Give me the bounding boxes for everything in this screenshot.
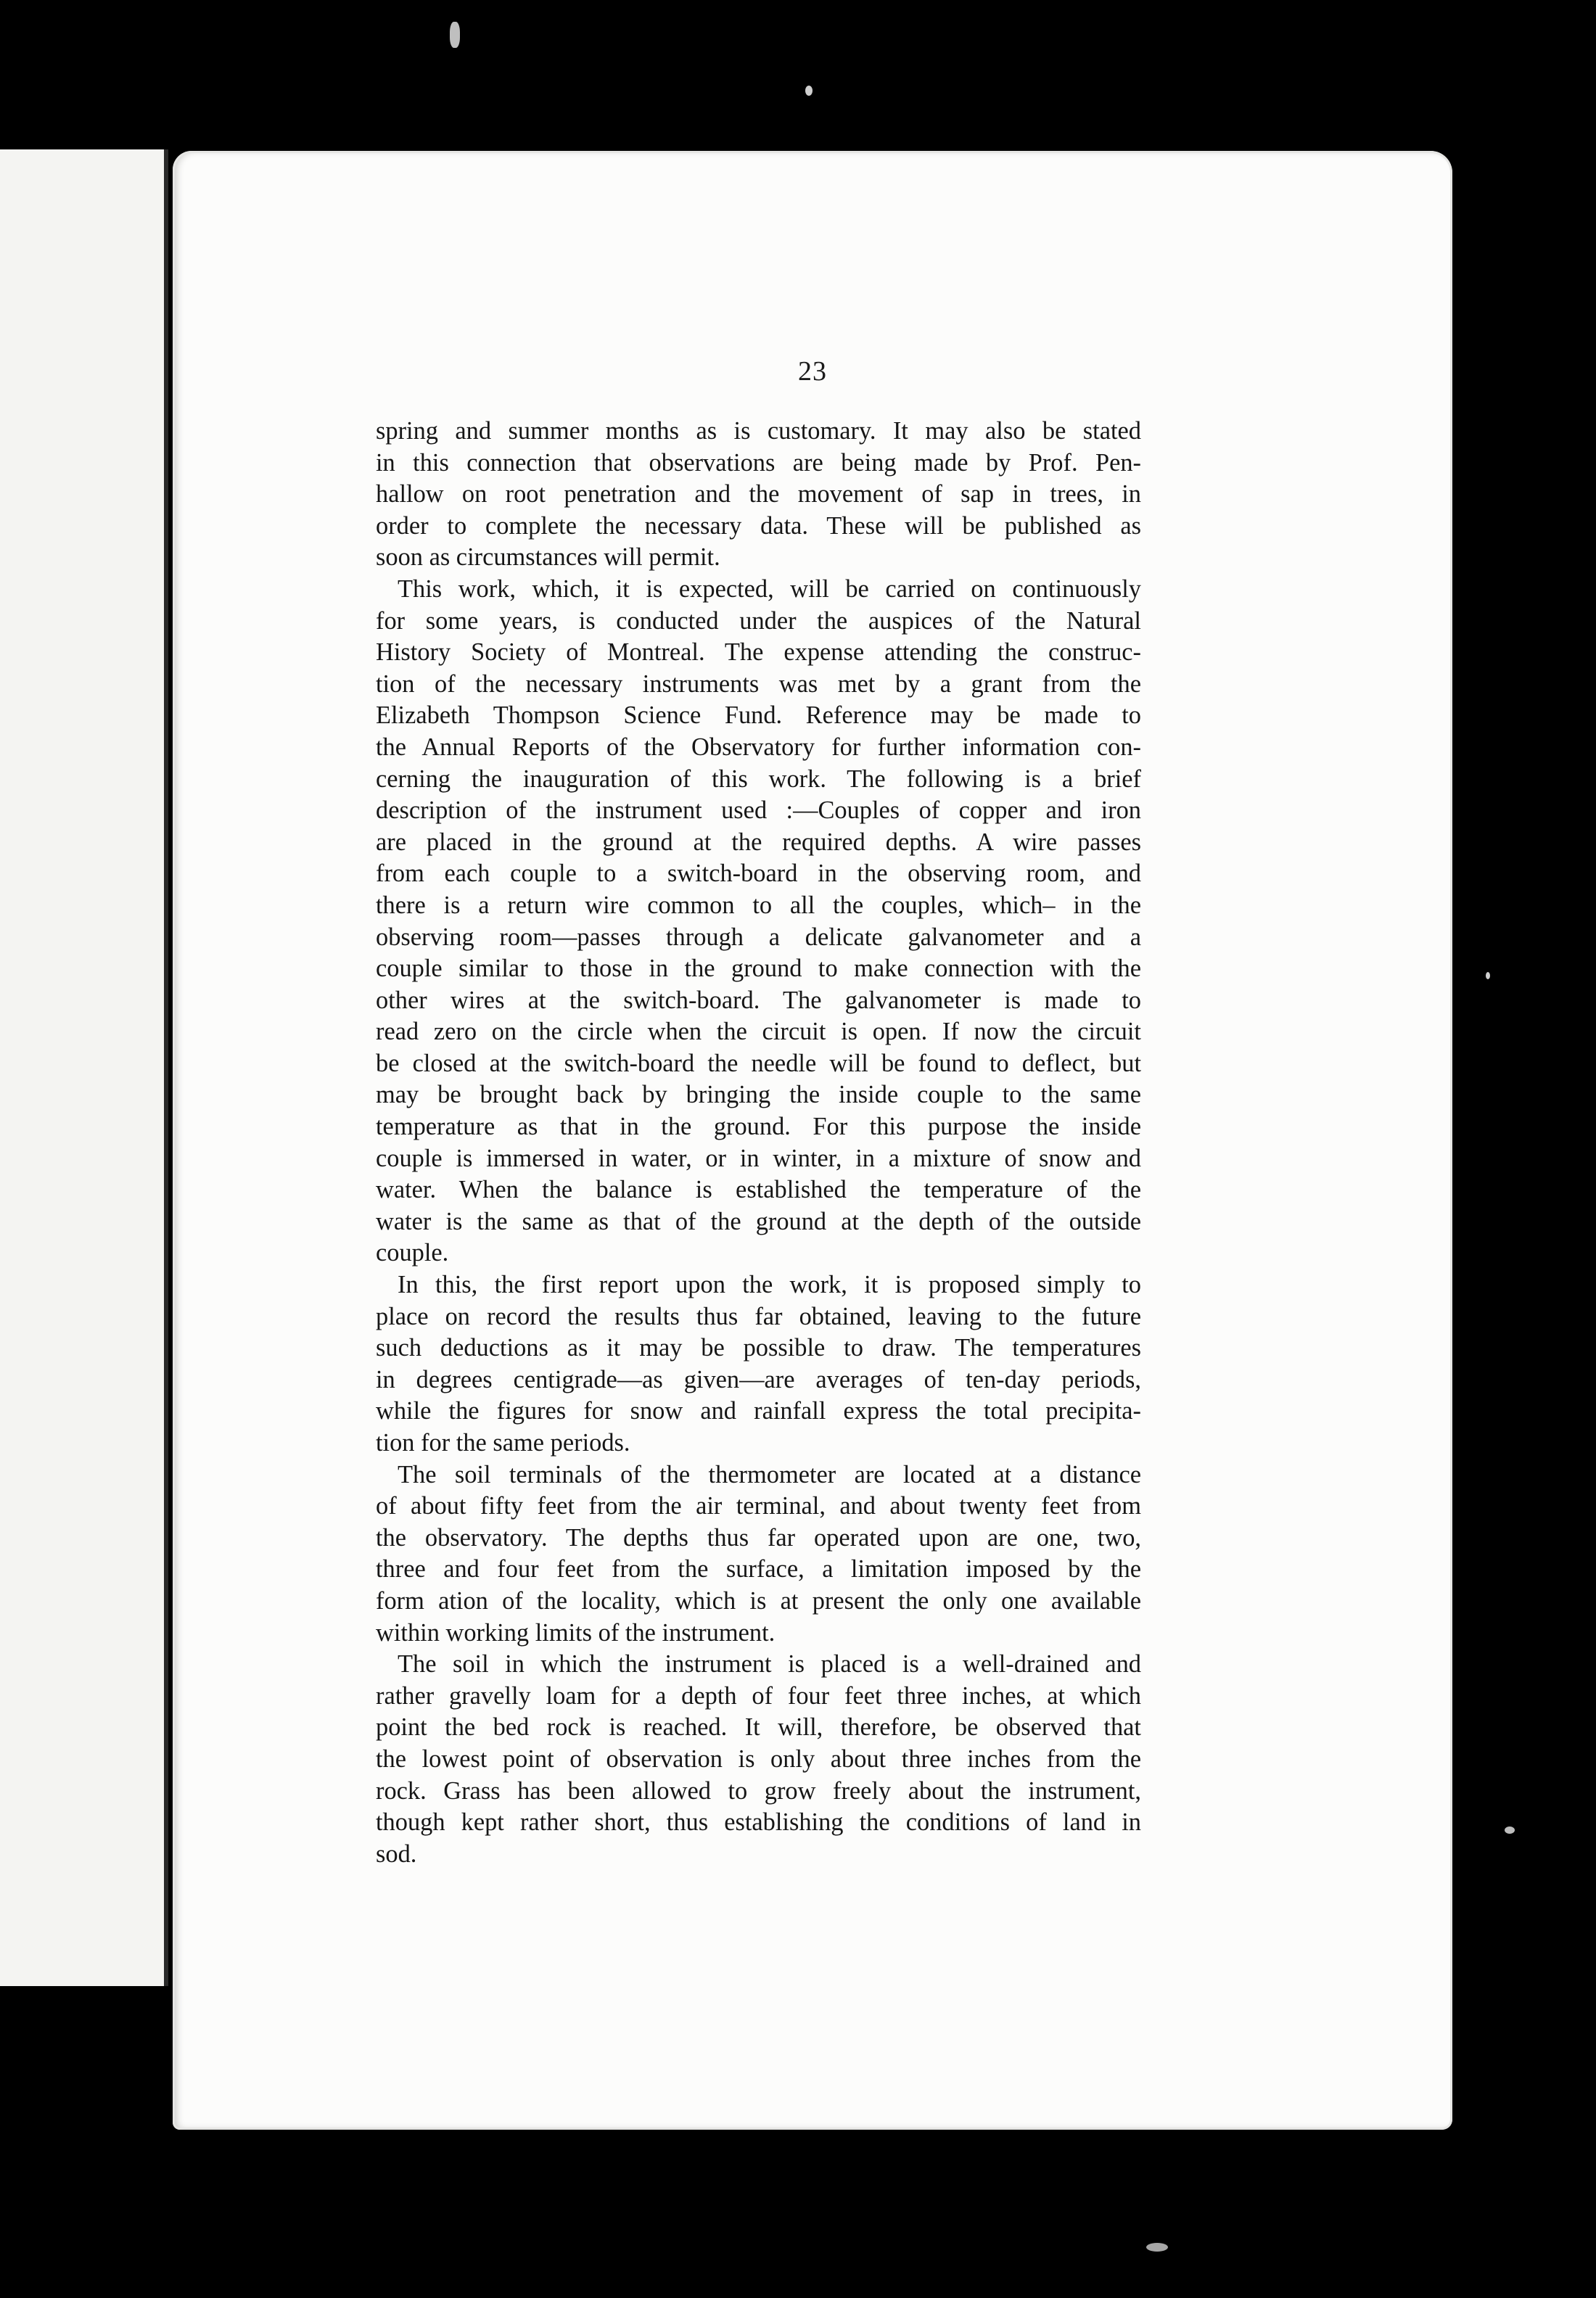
- scan-speck: [1486, 972, 1490, 979]
- scan-speck: [1146, 2243, 1168, 2252]
- text-line: there is a return wire common to all the couples, which– in the: [376, 891, 1141, 919]
- facing-page-edge: [0, 149, 168, 1986]
- text-line: description of the instrument used :—Couples of copper and iron: [376, 796, 1141, 825]
- text-line: while the figures for snow and rainfall express the total precipita-: [376, 1397, 1141, 1425]
- text-line: In this, the first report upon the work, it is proposed simply to: [398, 1271, 1141, 1299]
- page-sheet: [173, 151, 1452, 2130]
- text-line: couple is immersed in water, or in winter, in a mixture of snow and: [376, 1144, 1141, 1172]
- text-line: observing room—passes through a delicate galvanometer and a: [376, 923, 1141, 951]
- text-line: water. When the balance is established the temperature of the: [376, 1176, 1141, 1204]
- text-line: cerning the inauguration of this work. The following is a brief: [376, 765, 1141, 793]
- text-line: This work, which, it is expected, will be carried on continuously: [398, 574, 1141, 603]
- text-line: place on record the results thus far obtained, leaving to the future: [376, 1302, 1141, 1330]
- text-line: of about fifty feet from the air terminal, and about twenty feet from: [376, 1492, 1141, 1520]
- text-line: The soil in which the instrument is placed is a well-drained and: [398, 1650, 1141, 1679]
- text-line: three and four feet from the surface, a limitation imposed by the: [376, 1555, 1141, 1584]
- text-line: in degrees centigrade—as given—are averages of ten-day periods,: [376, 1365, 1141, 1393]
- text-line: within working limits of the instrument.: [376, 1618, 776, 1647]
- text-line: the observatory. The depths thus far operated upon are one, two,: [376, 1523, 1141, 1552]
- scan-speck: [1505, 1827, 1515, 1834]
- text-line: in this connection that observations are being made by Prof. Pen-: [376, 448, 1141, 477]
- page-number: 23: [798, 356, 827, 387]
- text-line: hallow on root penetration and the movement of sap in trees, in: [376, 480, 1141, 508]
- scan-speck: [450, 22, 460, 48]
- text-line: History Society of Montreal. The expense attending the construc-: [376, 638, 1141, 667]
- text-line: water is the same as that of the ground at the depth of the outside: [376, 1207, 1141, 1235]
- text-line: couple similar to those in the ground to make connection with the: [376, 955, 1141, 983]
- text-line: the Annual Reports of the Observatory for further information con-: [376, 733, 1141, 761]
- text-line: couple.: [376, 1239, 449, 1267]
- text-line: tion of the necessary instruments was met by a grant from the: [376, 670, 1141, 698]
- text-line: form ation of the locality, which is at present the only one available: [376, 1586, 1141, 1615]
- text-line: sod.: [376, 1840, 417, 1868]
- text-line: temperature as that in the ground. For this purpose the inside: [376, 1113, 1141, 1141]
- body-text: [376, 416, 1141, 1870]
- text-line: though kept rather short, thus establishing the conditions of land in: [376, 1808, 1141, 1837]
- text-line: order to complete the necessary data. These will be published as: [376, 511, 1141, 540]
- text-line: point the bed rock is reached. It will, therefore, be observed that: [376, 1713, 1141, 1742]
- text-line: other wires at the switch-board. The galvanometer is made to: [376, 986, 1141, 1014]
- text-line: The soil terminals of the thermometer are located at a distance: [398, 1460, 1141, 1488]
- text-line: soon as circumstances will permit.: [376, 543, 720, 572]
- text-line: tion for the same periods.: [376, 1429, 630, 1457]
- text-line: may be brought back by bringing the inside couple to the same: [376, 1081, 1141, 1109]
- text-line: Elizabeth Thompson Science Fund. Reference may be made to: [376, 701, 1141, 730]
- text-line: spring and summer months as is customary. It may also be stated: [376, 417, 1141, 445]
- scan-speck: [805, 86, 813, 96]
- text-line: read zero on the circle when the circuit is open. If now the circuit: [376, 1018, 1141, 1046]
- text-line: from each couple to a switch-board in the observing room, and: [376, 860, 1141, 888]
- text-line: for some years, is conducted under the auspices of the Natural: [376, 606, 1141, 635]
- text-line: the lowest point of observation is only about three inches from the: [376, 1745, 1141, 1773]
- text-line: rock. Grass has been allowed to grow freely about the instrument,: [376, 1776, 1141, 1805]
- text-line: such deductions as it may be possible to draw. The temperatures: [376, 1334, 1141, 1362]
- text-line: are placed in the ground at the required depths. A wire passes: [376, 828, 1141, 856]
- text-line: be closed at the switch-board the needle will be found to deflect, but: [376, 1049, 1141, 1077]
- text-line: rather gravelly loam for a depth of four feet three inches, at which: [376, 1681, 1141, 1710]
